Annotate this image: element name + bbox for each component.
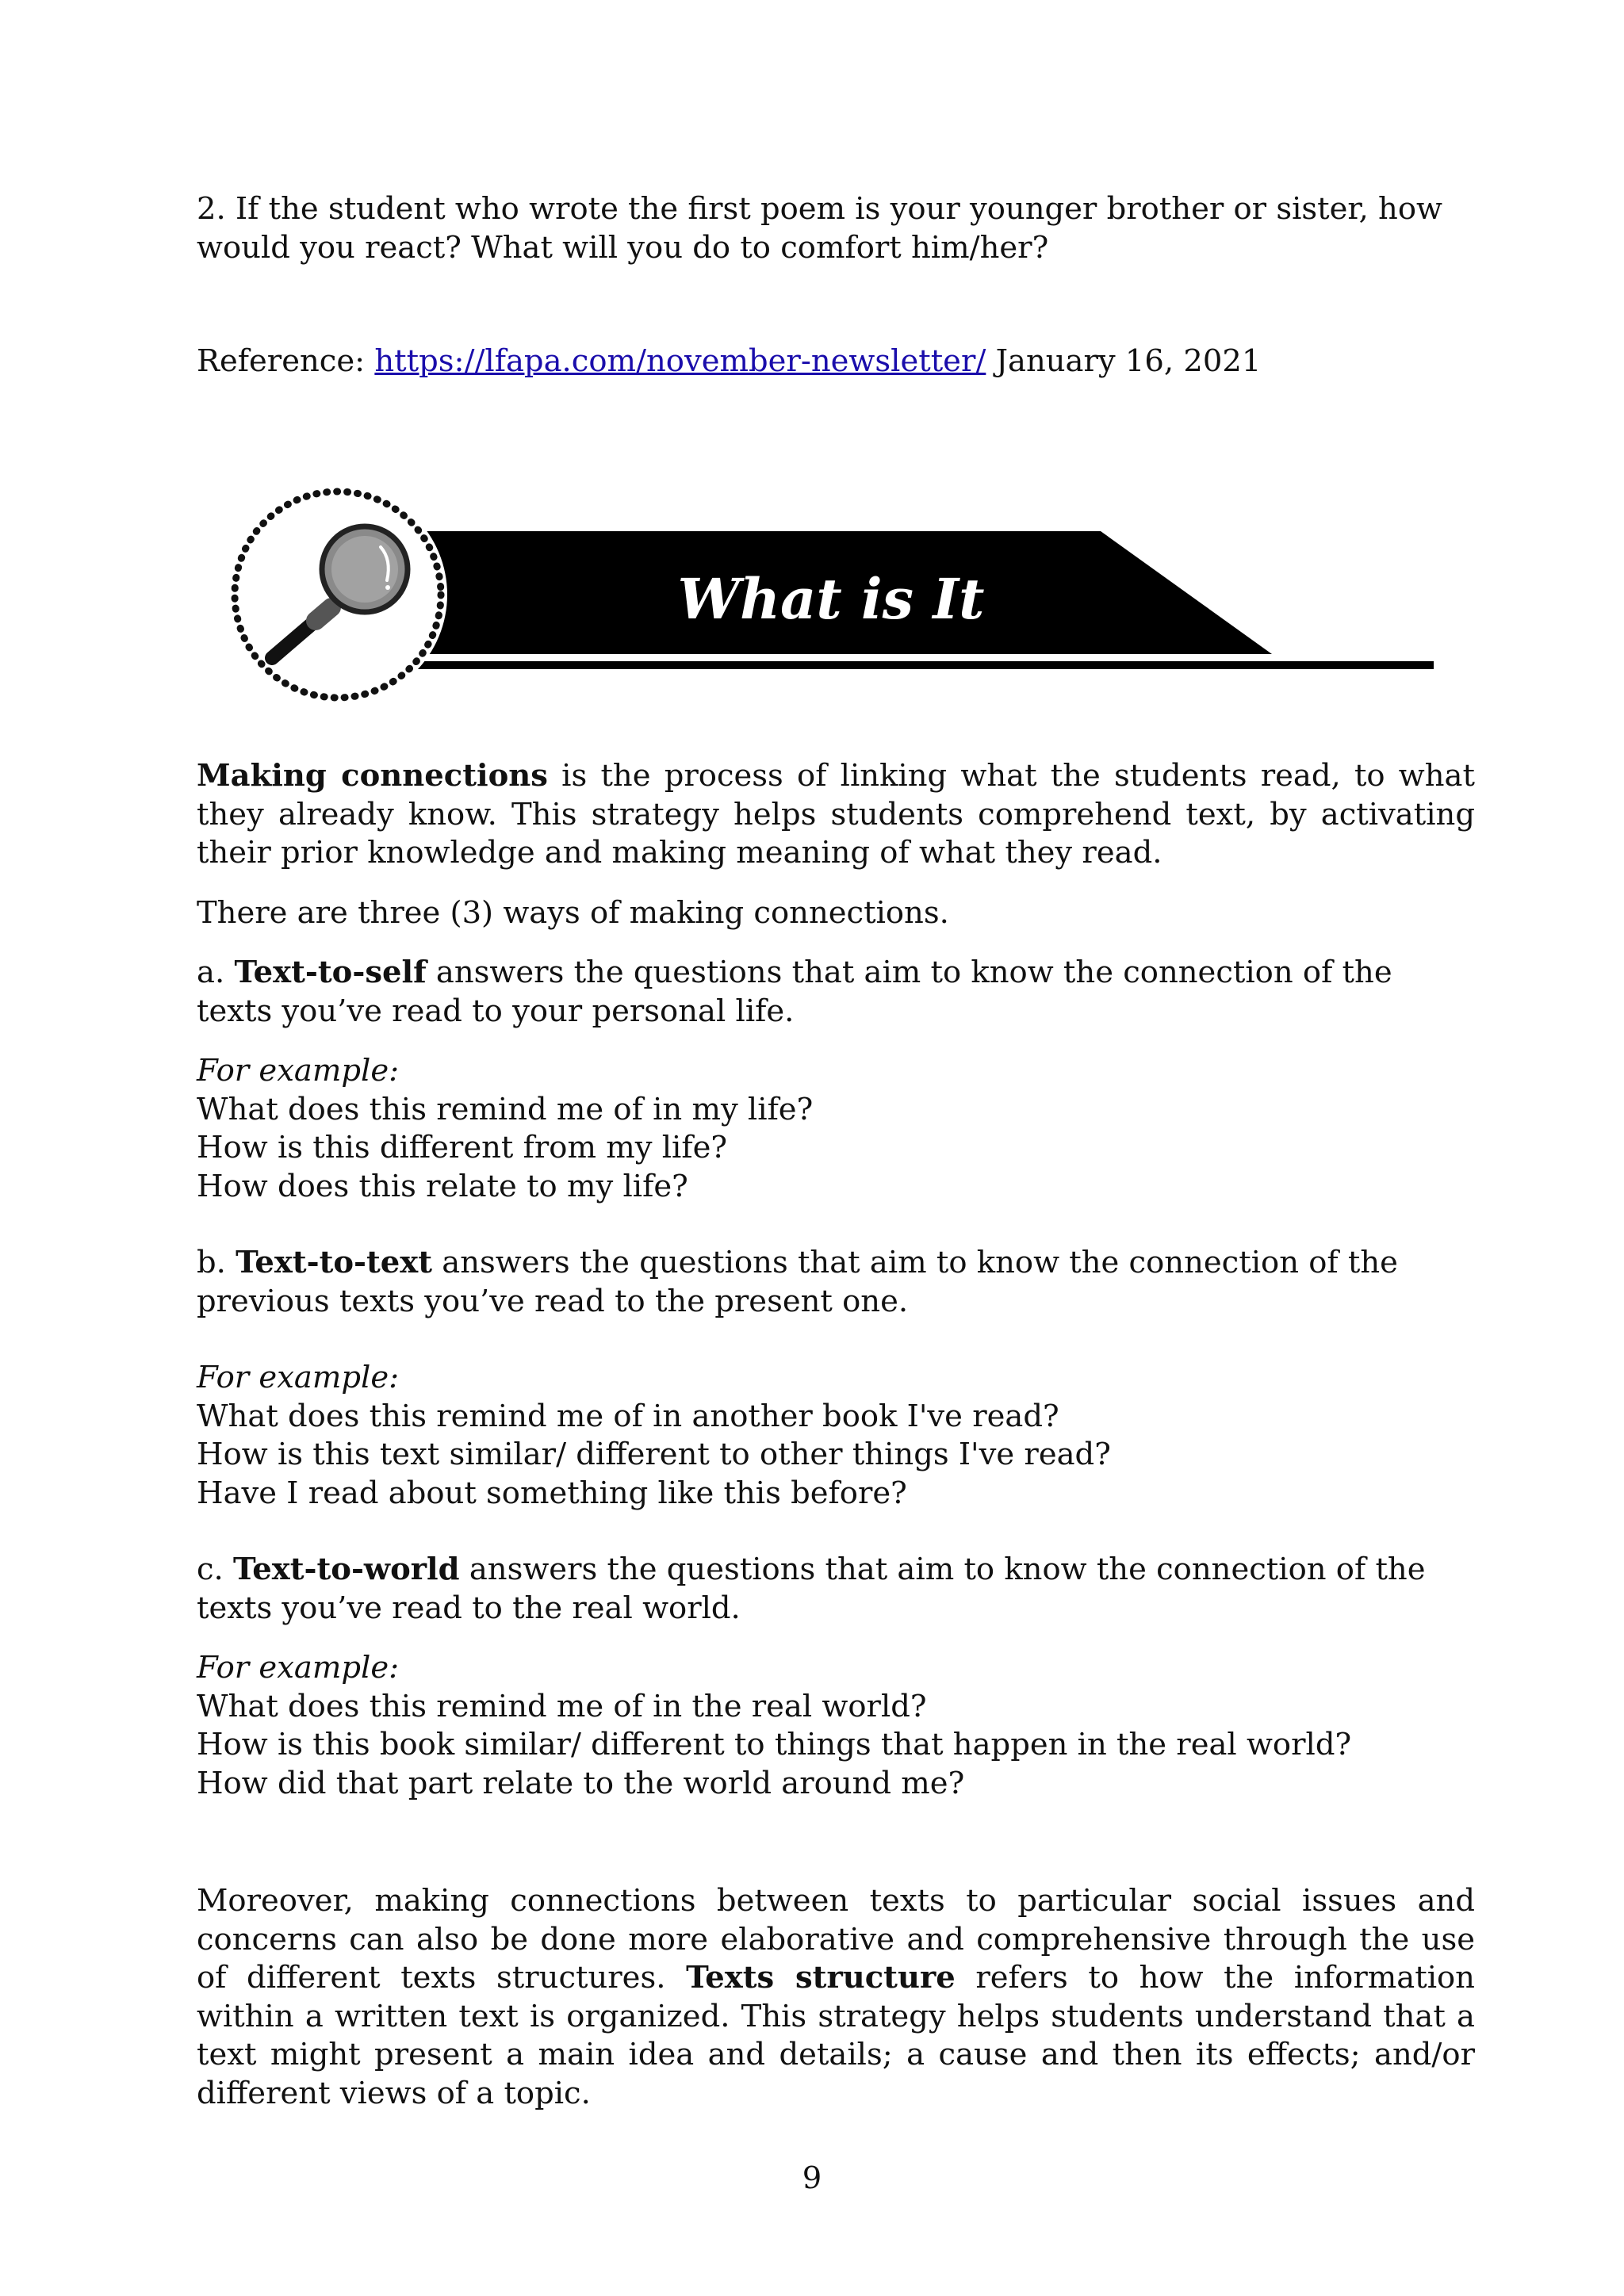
example-item: How is this book similar/ different to things that happen in the real world?	[197, 1727, 1352, 1762]
section-term: Text-to-self	[234, 955, 427, 990]
section-term: Text-to-world	[233, 1552, 460, 1587]
section-text-to-self	[197, 954, 1475, 1031]
reference-line	[197, 342, 1475, 381]
example-item: How is this different from my life?	[197, 1130, 727, 1165]
ways-intro: There are three (3) ways of making connections.	[197, 894, 949, 931]
closing-text-after: refers to how the information within a written text is organized. This strategy helps students understand that a text might present a main idea and details; a cause and then its effects; and/or different views of a topic.	[197, 1960, 1475, 2111]
banner-title: What is It	[677, 566, 985, 632]
section-text-to-text	[197, 1244, 1475, 1321]
example-item: Have I read about something like this before?	[197, 1475, 907, 1511]
intro-paragraph	[197, 757, 1475, 873]
example-label-text: For example:	[197, 1650, 400, 1686]
example-label	[197, 1052, 1475, 1091]
example-label-text: For example:	[197, 1053, 400, 1089]
reference-link[interactable]: https://lfapa.com/november-newsletter/	[374, 343, 986, 379]
section-text: answers the questions that aim to know the connection of the texts you’ve read to the real world.	[197, 1552, 1426, 1626]
example-item: What does this remind me of in another book I've read?	[197, 1398, 1059, 1434]
example-label-text: For example:	[197, 1360, 400, 1395]
example-item: How does this relate to my life?	[197, 1168, 688, 1204]
closing-paragraph	[197, 1882, 1475, 2113]
example-item: How did that part relate to the world around me?	[197, 1765, 965, 1801]
closing-text-before: Moreover, making connections between texts to particular social issues and concerns can also be done more elaborative and comprehensive through the use of different texts structures.	[197, 1883, 1475, 1996]
page-content	[197, 190, 1475, 381]
example-item: What does this remind me of in my life?	[197, 1091, 814, 1127]
section-text: answers the questions that aim to know the connection of the texts you’ve read to your personal life.	[197, 955, 1392, 1029]
section-text: answers the questions that aim to know the connection of the previous texts you’ve read to the present one.	[197, 1245, 1398, 1319]
what-is-it-banner	[197, 468, 1475, 714]
example-item: How is this text similar/ different to other things I've read?	[197, 1437, 1111, 1472]
section-term: Text-to-text	[236, 1245, 433, 1280]
section-prefix: b.	[197, 1245, 236, 1280]
section-prefix: c.	[197, 1552, 234, 1587]
main-content	[197, 757, 1475, 2113]
intro-text: is the process of linking what the students read, to what they already know. This strategy helps students comprehend text, by activating their prior knowledge and making meaning of what they read.	[197, 758, 1475, 871]
closing-term: Texts structure	[686, 1960, 956, 1996]
example-item: What does this remind me of in the real world?	[197, 1688, 927, 1724]
example-label	[197, 1359, 1475, 1398]
reference-date: January 16, 2021	[986, 343, 1262, 379]
reference-label: Reference:	[197, 343, 375, 379]
page-number: 9	[802, 2160, 822, 2196]
section-prefix: a.	[197, 955, 235, 990]
intro-term: Making connections	[197, 758, 548, 794]
example-label	[197, 1649, 1475, 1688]
section-text-to-world	[197, 1551, 1475, 1628]
question-2: 2. If the student who wrote the first poem is your younger brother or sister, how would you react? What will you do to comfort him/her?	[197, 191, 1442, 266]
